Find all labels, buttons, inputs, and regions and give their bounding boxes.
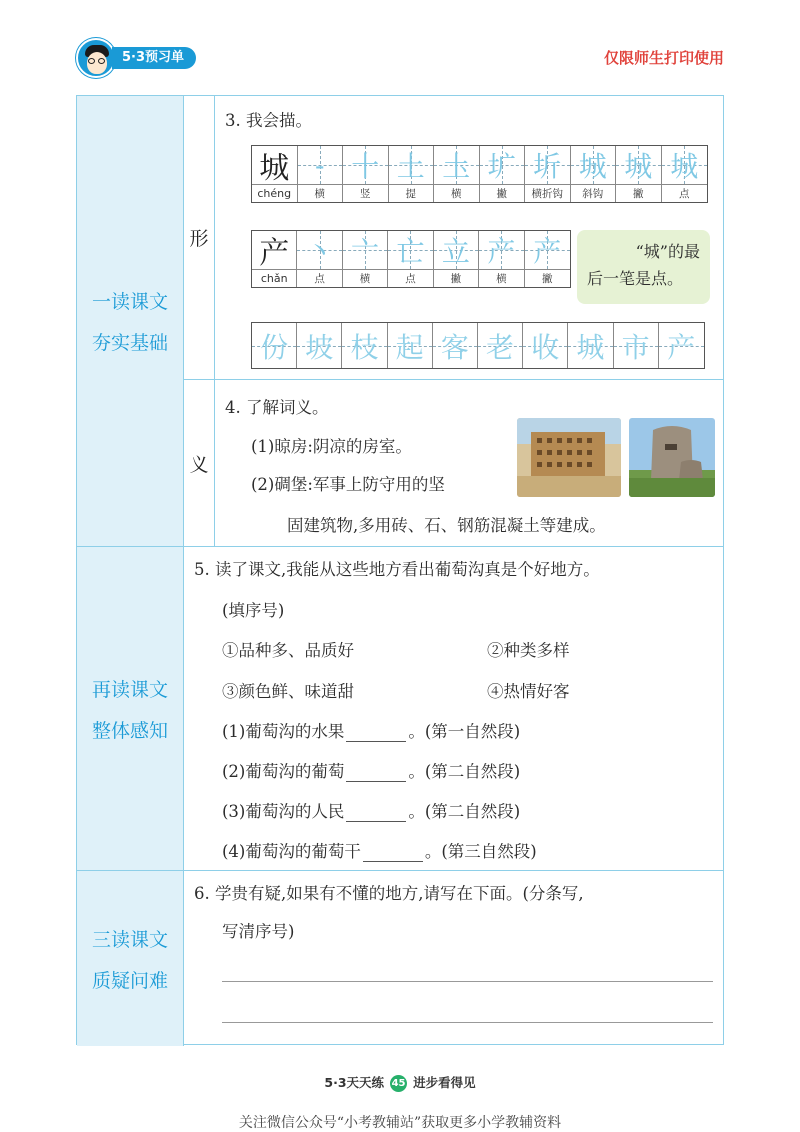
stroke-cell: [662, 146, 708, 202]
trace-char: 坡: [305, 330, 334, 364]
trace-cell[interactable]: [388, 323, 433, 368]
mascot-logo-icon: [76, 38, 116, 78]
page-footer: [0, 1073, 800, 1092]
section-label: [77, 871, 184, 1046]
q6-line2: 写清序号): [222, 922, 295, 941]
stroke-name: 横: [479, 269, 523, 286]
definition-2-cont: 固建筑物,多用砖、石、钢筋混凝土等建成。: [287, 516, 606, 535]
definition-2: (2)碉堡:军事上防守用的坚: [251, 475, 445, 494]
stroke-step: 土: [396, 150, 425, 183]
trace-char: 收: [531, 330, 560, 364]
stroke-name: 撇: [480, 184, 525, 201]
fill-item-prefix: (1)葡萄沟的水果: [222, 722, 345, 741]
stroke-step: 圻: [533, 150, 562, 183]
option-3: ③颜色鲜、味道甜: [222, 682, 354, 701]
stroke-cell: [525, 231, 570, 287]
trace-char: 枝: [350, 330, 379, 364]
section-label-line1: 三读课文: [91, 928, 168, 951]
answer-blank[interactable]: [346, 724, 406, 742]
stroke-name: 点: [662, 184, 708, 201]
fill-item-suffix: 。(第三自然段): [424, 842, 537, 861]
stroke-step: 圡: [442, 150, 471, 183]
fill-item-suffix: 。(第二自然段): [408, 762, 521, 781]
stroke-step: 城: [670, 150, 699, 183]
stroke-step: -: [315, 148, 325, 182]
stroke-name: 横: [434, 184, 479, 201]
head-char-cell: [252, 231, 297, 287]
tip-note: [577, 230, 710, 304]
fill-item-2: [222, 758, 520, 782]
stroke-step: 丶: [305, 235, 334, 268]
pinyin: chǎn: [252, 269, 296, 286]
stroke-name: 撇: [616, 184, 661, 201]
print-restriction-note: 仅限师生打印使用: [603, 49, 724, 67]
trace-cell[interactable]: [659, 323, 704, 368]
stroke-grid-chan: [251, 230, 571, 288]
stroke-cell: [297, 231, 342, 287]
stroke-step: 圹: [487, 150, 516, 183]
answer-blank[interactable]: [363, 844, 423, 862]
sub-divider: [184, 379, 723, 380]
footer-left: 5·3天天练: [324, 1075, 385, 1090]
sub-label-meaning: 义: [184, 379, 215, 547]
answer-blank[interactable]: [346, 804, 406, 822]
fill-item-prefix: (4)葡萄沟的葡萄干: [222, 842, 361, 861]
option-4: ④热情好客: [487, 682, 570, 701]
fill-item-4: [222, 838, 537, 862]
fill-item-prefix: (3)葡萄沟的人民: [222, 802, 345, 821]
trace-cell[interactable]: [297, 323, 342, 368]
trace-cell[interactable]: [568, 323, 613, 368]
stroke-cell: [480, 146, 526, 202]
q5-hint: (填序号): [222, 601, 285, 620]
option-2: ②种类多样: [487, 641, 570, 660]
stroke-cell: [389, 146, 435, 202]
section-label-line1: 一读课文: [91, 291, 168, 313]
section-label-line2: 质疑问难: [91, 969, 168, 992]
stroke-name: 点: [388, 269, 432, 286]
section-first-reading: [77, 96, 723, 547]
fill-item-3: [222, 798, 520, 822]
stroke-name: 斜钩: [571, 184, 616, 201]
stroke-cell: [525, 146, 571, 202]
fill-item-prefix: (2)葡萄沟的葡萄: [222, 762, 345, 781]
stroke-name: 点: [297, 269, 341, 286]
head-char: 城: [259, 151, 290, 186]
head-char-cell: [252, 146, 298, 202]
trace-char: 老: [486, 330, 515, 364]
stroke-cell: [616, 146, 662, 202]
stroke-cell: [343, 231, 388, 287]
stroke-step: 城: [578, 150, 607, 183]
sub-label-form: 形: [184, 96, 215, 379]
section-label: [77, 547, 184, 870]
trace-char: 份: [260, 330, 289, 364]
stroke-name: 横: [343, 269, 387, 286]
trace-char: 客: [440, 330, 469, 364]
stroke-cell: [571, 146, 617, 202]
stroke-cell: [434, 146, 480, 202]
section-label-line2: 夯实基础: [91, 332, 168, 354]
trace-cell[interactable]: [433, 323, 478, 368]
stroke-step: 城: [624, 150, 653, 183]
worksheet-table: [76, 95, 724, 1045]
q3-title: 3. 我会描。: [225, 111, 312, 130]
stroke-name: 横折钩: [525, 184, 570, 201]
tip-line1: “城”的最: [635, 242, 700, 261]
stroke-step: 产: [533, 235, 562, 268]
trace-cell[interactable]: [614, 323, 659, 368]
section-third-reading: [77, 871, 723, 1046]
trace-char: 起: [395, 330, 424, 364]
fill-item-suffix: 。(第二自然段): [408, 802, 521, 821]
trace-cell[interactable]: [523, 323, 568, 368]
stroke-cell: [298, 146, 344, 202]
head-char: 产: [259, 236, 290, 271]
pinyin: chéng: [252, 184, 297, 201]
series-badge: 5·3预习单: [112, 47, 196, 69]
stroke-name: 撇: [525, 269, 570, 286]
trace-cell[interactable]: [252, 323, 297, 368]
trace-char: 市: [621, 330, 650, 364]
fill-item-suffix: 。(第一自然段): [408, 722, 521, 741]
answer-blank[interactable]: [346, 764, 406, 782]
trace-cell[interactable]: [478, 323, 523, 368]
stroke-cell: [479, 231, 524, 287]
answer-line[interactable]: [222, 981, 713, 982]
fill-item-1: [222, 718, 520, 742]
stroke-step: 亠: [351, 235, 380, 268]
option-1: ①品种多、品质好: [222, 641, 354, 660]
section-label-line1: 再读课文: [91, 678, 168, 701]
bunker-photo: [629, 418, 715, 497]
section-label-line2: 整体感知: [91, 719, 168, 742]
q6-line1: 6. 学贵有疑,如果有不懂的地方,请写在下面。(分条写,: [194, 884, 584, 903]
drying-house-photo: [517, 418, 621, 497]
stroke-step: 十: [351, 150, 380, 183]
stroke-name: 竖: [343, 184, 388, 201]
section-label: [77, 96, 184, 546]
stroke-cell: [343, 146, 389, 202]
q4-title: 4. 了解词义。: [225, 398, 329, 417]
stroke-name: 撇: [434, 269, 478, 286]
definition-1: (1)晾房:阴凉的房室。: [251, 437, 412, 456]
answer-line[interactable]: [222, 1022, 713, 1023]
section-second-reading: [77, 547, 723, 871]
tip-line2: 后一笔是点。: [587, 269, 684, 288]
footer-right: 进步看得见: [413, 1075, 476, 1090]
stroke-name: 横: [298, 184, 343, 201]
stroke-step: 立: [441, 235, 470, 268]
stroke-cell: [434, 231, 479, 287]
trace-practice-row: [251, 322, 705, 369]
promo-note: 关注微信公众号“小考教辅站”获取更多小学教辅资料: [238, 1115, 562, 1131]
q5-title: 5. 读了课文,我能从这些地方看出葡萄沟真是个好地方。: [194, 560, 600, 579]
stroke-grid-cheng: [251, 145, 708, 203]
stroke-step: 亡: [396, 235, 425, 268]
stroke-name: 提: [389, 184, 434, 201]
stroke-cell: [388, 231, 433, 287]
trace-cell[interactable]: [342, 323, 387, 368]
trace-char: 产: [667, 330, 696, 364]
page-number-badge: 45: [390, 1075, 407, 1092]
trace-char: 城: [576, 330, 605, 364]
stroke-step: 产: [487, 235, 516, 268]
